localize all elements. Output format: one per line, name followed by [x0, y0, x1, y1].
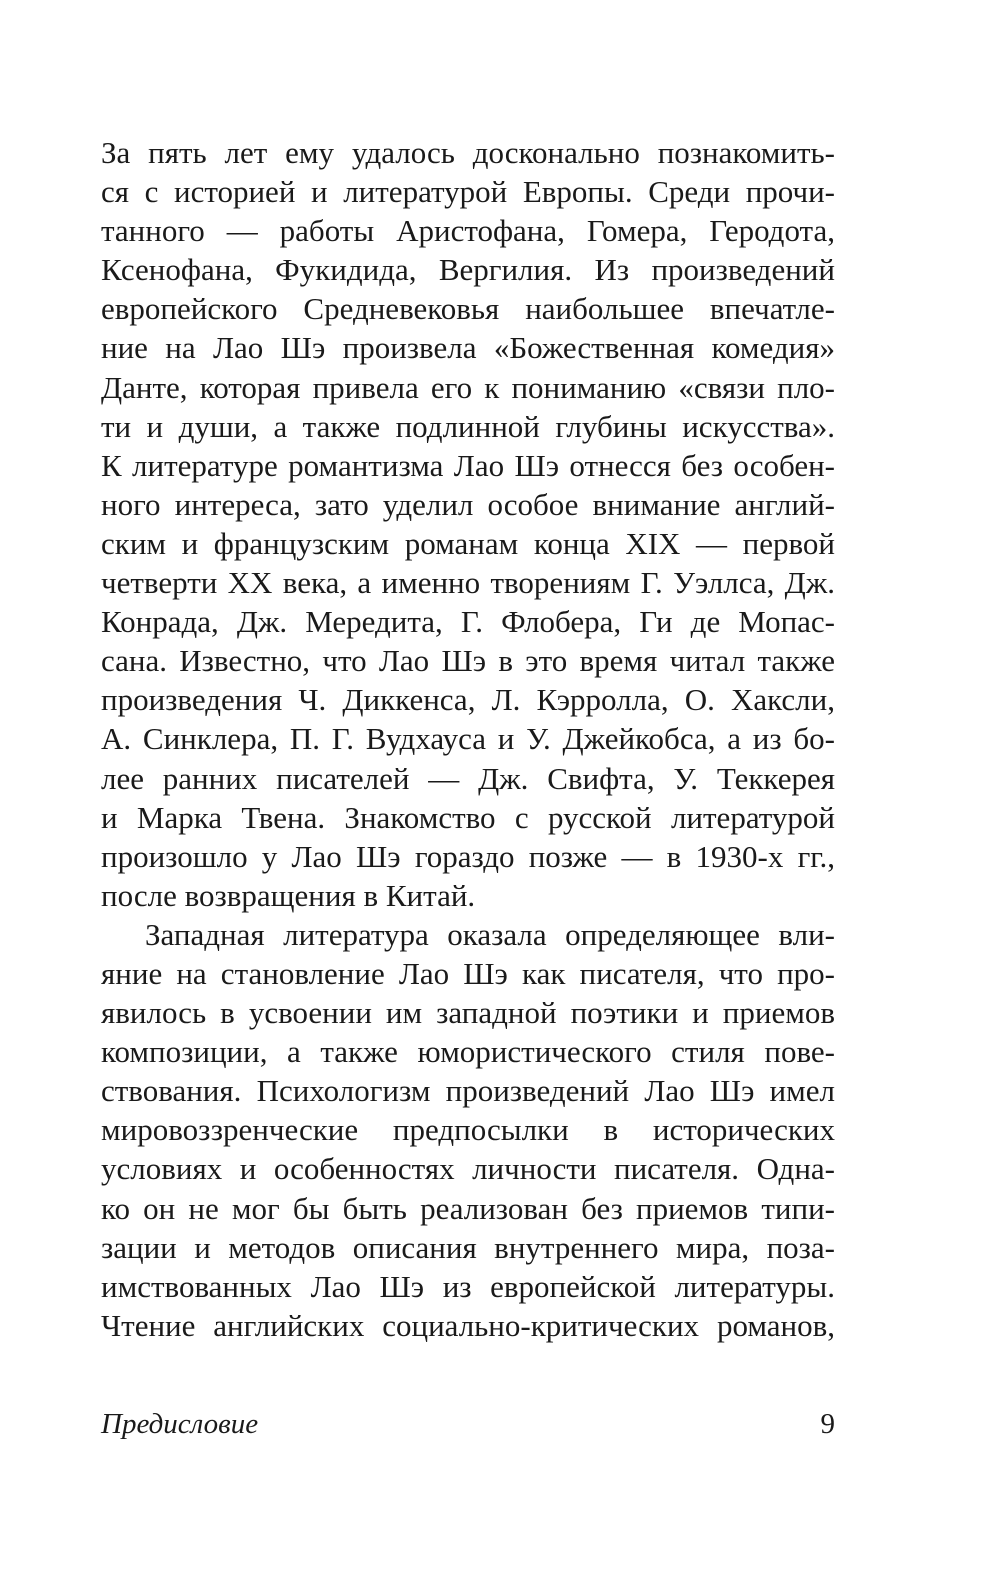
text-line: условиях и особенностях личности писателя. Одна-: [101, 1151, 835, 1187]
text-line: ного интереса, зато уделил особое внимание англий-: [101, 486, 835, 522]
running-footer-title: Предисловие: [101, 1408, 259, 1440]
text-line: ся с историей и литературой Европы. Среди прочи-: [101, 174, 835, 210]
text-line: Ксенофана, Фукидида, Вергилия. Из произведений: [101, 252, 835, 288]
text-line: имствованных Лао Шэ из европейской литературы.: [101, 1268, 835, 1304]
text-line: Чтение английских социально-критических романов,: [101, 1307, 835, 1343]
text-line: явилось в усвоении им западной поэтики и приемов: [101, 995, 835, 1031]
paragraph-last-line: после возвращения в Китай.: [101, 877, 476, 913]
text-line: мировоззренческие предпосылки в исторических: [101, 1112, 835, 1148]
text-line: ствования. Психологизм произведений Лао Шэ имел: [101, 1073, 835, 1109]
text-line: ние на Лао Шэ произвела «Божественная комедия»: [101, 330, 835, 366]
text-line: Конрада, Дж. Мередита, Г. Флобера, Ги де Мопас-: [101, 604, 835, 640]
text-line: лее ранних писателей — Дж. Свифта, У. Теккерея: [101, 760, 835, 796]
text-line: произошло у Лао Шэ гораздо позже — в 1930-х гг.,: [101, 838, 835, 874]
text-line: К литературе романтизма Лао Шэ отнесся без особен-: [101, 447, 835, 483]
text-line: ко он не мог бы быть реализован без приемов типи-: [101, 1190, 835, 1226]
text-line: Данте, которая привела его к пониманию «связи пло-: [101, 369, 835, 405]
text-line: танного — работы Аристофана, Гомера, Геродота,: [101, 213, 835, 249]
text-line: зации и методов описания внутреннего мира, поза-: [101, 1229, 835, 1265]
text-line: композиции, а также юмористического стиля пове-: [101, 1034, 835, 1070]
text-line: европейского Средневековья наибольшее впечатле-: [101, 291, 835, 327]
page-number: 9: [820, 1408, 835, 1440]
text-line: и Марка Твена. Знакомство с русской литературой: [101, 799, 835, 835]
text-line: ским и французским романам конца XIX — первой: [101, 525, 835, 561]
text-line: четверти XX века, а именно творениям Г. Уэллса, Дж.: [101, 565, 835, 601]
text-line: ти и души, а также подлинной глубины искусства».: [101, 408, 835, 444]
text-line: За пять лет ему удалось досконально познакомить-: [101, 135, 835, 170]
text-line: яние на становление Лао Шэ как писателя, что про-: [101, 955, 835, 991]
paragraph-first-line: Западная литература оказала определяющее вли-: [145, 916, 835, 952]
text-line: А. Синклера, П. Г. Вудхауса и У. Джейкобса, а из бо-: [101, 721, 835, 757]
text-line: сана. Известно, что Лао Шэ в это время читал также: [101, 643, 835, 679]
text-line: произведения Ч. Диккенса, Л. Кэрролла, О. Хаксли,: [101, 682, 835, 718]
body-text: [101, 133, 835, 1345]
